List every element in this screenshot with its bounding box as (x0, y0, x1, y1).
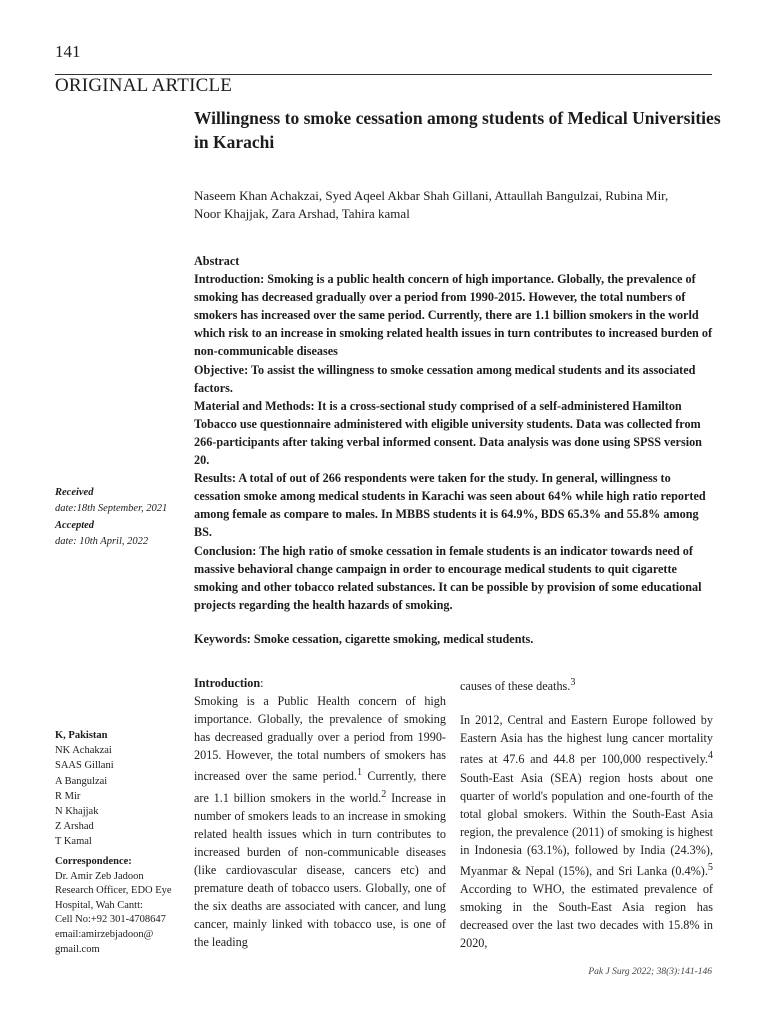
citation: 5 (707, 861, 713, 873)
page-number: 141 (55, 42, 81, 61)
abstract-introduction (194, 270, 714, 360)
keywords-label: Keywords: (194, 632, 251, 646)
author-list: Naseem Khan Achakzai, Syed Aqeel Akbar Shah Gillani, Attaullah Bangulzai, Rubina Mir, Noor Khajjak, Zara Arshad, Tahira kamal (194, 188, 669, 221)
correspondence-line: Hospital, Wah Cantt: (55, 899, 143, 911)
received-label: Received (55, 487, 94, 498)
article-type: ORIGINAL ARTICLE (55, 75, 233, 96)
label: Introduction (194, 272, 261, 287)
label: Objective (194, 362, 245, 377)
body-text: Smoking is a Public Health concern of high importance. Globally, the prevalence of smoking has decreased gradually over a period from 1990-2015. However, the total numbers of smokers has increased over the same period. (194, 694, 446, 784)
abstract-objective (194, 361, 714, 397)
label: Material and Methods (194, 398, 311, 413)
affiliation-name: NK Achakzai (55, 745, 112, 757)
abstract (194, 252, 714, 614)
body-text: Currently, there are 1.1 billion smokers in the world. (194, 769, 447, 805)
text: : A total of out of 266 respondents were taken for the study. In general, willingness to cessation smoke among medical students in Karachi was seen about 64% while high ratio reported among female as compare to males. In MBBS students it is 64.9%, BDS 65.3% and 55.8% among BS. (194, 471, 706, 540)
intro-colon: : (260, 676, 264, 690)
text: : The high ratio of smoke cessation in female students is an indicator towards need of massive behavioral change campaign in order to encourage medical students to quit cigarette smoking and other tobacco related substances. It can be possible by provision of some educational projects regarding the health hazards of smoking. (194, 543, 702, 612)
label: Conclusion (194, 543, 253, 558)
correspondence-line: email:amirzebjadoon@ (55, 928, 154, 940)
citation: 4 (707, 750, 713, 762)
body-text: In 2012, Central and Eastern Europe followed by Eastern Asia has the highest lung cancer mortality rates at 47.6 and 44.8 per 100,000 respectively. (460, 713, 713, 767)
citation: 3 (570, 677, 576, 688)
text: : It is a cross-sectional study comprised of a self-administered Hamilton Tobacco use questionnaire administered with eligible university students. Data was collected from 266-participants after taking verbal informed consent. Data analysis was done using SPSS version 20. (194, 398, 702, 468)
intro-heading-text: Introduction (194, 676, 261, 690)
label: Results (194, 471, 232, 486)
keywords (194, 632, 714, 647)
correspondence-line: gmail.com (55, 943, 100, 955)
abstract-conclusion (194, 542, 714, 614)
body-column-right (460, 674, 713, 953)
affiliations (55, 728, 185, 850)
affiliation-name: R Mir (55, 790, 81, 802)
received-date: date:18th September, 2021 (55, 503, 168, 515)
affiliation-heading: K, Pakistan (55, 730, 108, 741)
correspondence-heading: Correspondence: (55, 856, 132, 867)
abstract-methods (194, 397, 714, 469)
body-text: South-East Asia (SEA) region hosts about one quarter of world's population and one-fourth of the total global smokers. Within the South-East Asia region, the prevalence (2011) of smoking is highest in Indonesia (63.1%), followed by India (24.3%), Myanmar & Nepal (15%), and Sri Lanka (0.4%). (460, 770, 713, 879)
citation: 2 (381, 788, 387, 800)
article-dates (55, 485, 185, 550)
abstract-results (194, 469, 714, 541)
body-paragraph (194, 692, 446, 951)
body-paragraph (460, 711, 713, 952)
intro-heading (194, 674, 446, 692)
correspondence-line: Cell No:+92 301-4708647 (55, 914, 166, 926)
body-text: According to WHO, the estimated prevalence of smoking in the South-East Asia region has decreased over the last two decades with 15.8% in 2020, (460, 882, 713, 951)
body-text: causes of these deaths. (460, 679, 571, 694)
accepted-date: date: 10th April, 2022 (55, 535, 149, 547)
abstract-heading: Abstract (194, 254, 240, 268)
affiliation-name: T Kamal (55, 836, 92, 848)
body-text: Increase in number of smokers leads to an increase in smoking related health issues which in turn contributes to increased burden of non-communicable diseases (like cardiovascular disease, cancers etc) and premature death of tobacco users. Globally, one of the six deaths are associated with cancer, and lung cancer, mainly linked with tobacco use, is one of the leading (194, 790, 446, 950)
affiliation-name: Z Arshad (55, 821, 94, 833)
body-paragraph (460, 674, 713, 695)
body-column-left (194, 674, 446, 952)
citation: 1 (357, 767, 363, 779)
affiliation-name: A Bangulzai (55, 775, 108, 787)
affiliation-name: SAAS Gillani (55, 760, 114, 772)
correspondence (55, 855, 185, 957)
journal-citation-footer: Pak J Surg 2022; 38(3):141-146 (588, 967, 712, 977)
text: : Smoking is a public health concern of high importance. Globally, the prevalence of smoking has decreased gradually over a period from 1990-2015. However, the total numbers of smokers has increased over the same period. Currently, there are 1.1 billion smokers in the world which risk to an increase in smoking related health issues in turn contributes to increased burden of non-communicable diseases (194, 272, 713, 359)
article-title: Willingness to smoke cessation among students of Medical Universities in Karachi (194, 108, 721, 152)
correspondence-line: Dr. Amir Zeb Jadoon (55, 870, 144, 882)
correspondence-line: Research Officer, EDO Eye (55, 885, 172, 897)
affiliation-name: N Khajjak (55, 806, 99, 818)
accepted-label: Accepted (55, 519, 95, 531)
text: : To assist the willingness to smoke cessation among medical students and its associated factors. (194, 362, 696, 395)
keywords-text: Smoke cessation, cigarette smoking, medical students. (250, 632, 534, 646)
